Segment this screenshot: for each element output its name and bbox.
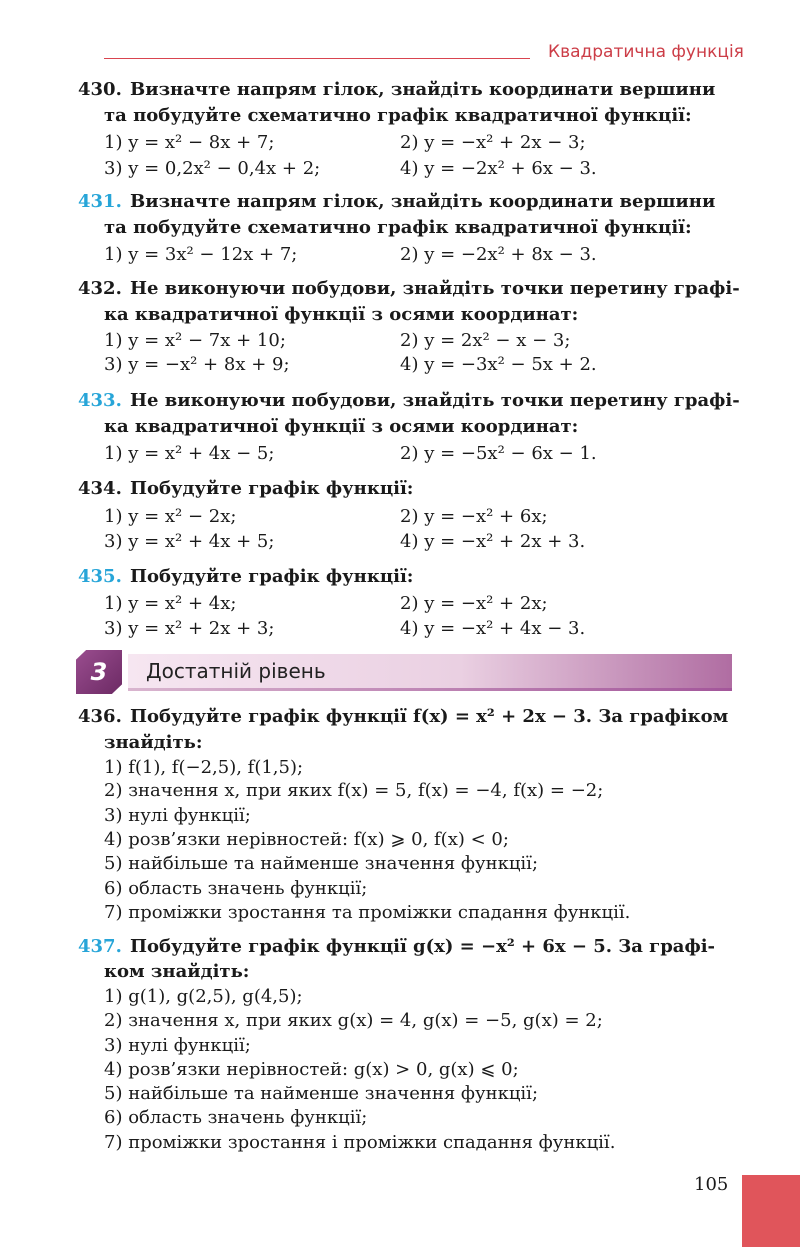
problem-number-437: 437.: [78, 936, 122, 957]
problem-434-item-1: 1) y = x² − 2x;: [104, 506, 237, 527]
problem-431-text-line-2: та побудуйте схематично графік квадратичної функції:: [104, 217, 692, 238]
problem-437-item-5: 5) найбільше та найменше значення функції;: [104, 1083, 539, 1104]
problem-432-text-line-1: Не виконуючи побудови, знайдіть точки перетину графі-: [130, 278, 740, 299]
problem-number-433: 433.: [78, 390, 122, 411]
problem-437-item-6: 6) область значень функції;: [104, 1107, 368, 1128]
problem-number-436: 436.: [78, 706, 122, 727]
problem-430-item-3: 3) y = 0,2x² − 0,4x + 2;: [104, 158, 321, 179]
problem-436-item-3: 3) нулі функції;: [104, 805, 251, 826]
problem-number-431: 431.: [78, 191, 122, 212]
problem-435-text-line-1: Побудуйте графік функції:: [130, 566, 414, 587]
problem-430-text-line-2: та побудуйте схематично графік квадратичної функції:: [104, 105, 692, 126]
problem-number-432: 432.: [78, 278, 122, 299]
problem-431-item-2: 2) y = −2x² + 8x − 3.: [400, 244, 597, 265]
problem-435-item-4: 4) y = −x² + 4x − 3.: [400, 618, 586, 639]
problem-436-item-1: 1) f(1), f(−2,5), f(1,5);: [104, 757, 304, 778]
problem-431-item-1: 1) y = 3x² − 12x + 7;: [104, 244, 298, 265]
problem-437-item-2: 2) значення x, при яких g(x) = 4, g(x) = −5, g(x) = 2;: [104, 1010, 603, 1031]
problem-432-item-3: 3) y = −x² + 8x + 9;: [104, 354, 290, 375]
level-badge-number: 3: [90, 658, 108, 686]
problem-436-item-6: 6) область значень функції;: [104, 878, 368, 899]
problem-434-text-line-1: Побудуйте графік функції:: [130, 478, 414, 499]
problem-433-text-line-2: ка квадратичної функції з осями координат:: [104, 416, 579, 437]
header-rule: [104, 58, 530, 59]
problem-435-item-3: 3) y = x² + 2x + 3;: [104, 618, 275, 639]
problem-437-item-7: 7) проміжки зростання і проміжки спадання функції.: [104, 1132, 616, 1153]
problem-436-item-7: 7) проміжки зростання та проміжки спадання функції.: [104, 902, 631, 923]
problem-434-item-2: 2) y = −x² + 6x;: [400, 506, 548, 527]
problem-number-430: 430.: [78, 79, 122, 100]
problem-434-item-4: 4) y = −x² + 2x + 3.: [400, 531, 586, 552]
problem-436-text-line-1: Побудуйте графік функції f(x) = x² + 2x − 3. За графіком: [130, 706, 729, 727]
problem-437-item-3: 3) нулі функції;: [104, 1035, 251, 1056]
problem-436-item-4: 4) розв’язки нерівностей: f(x) ⩾ 0, f(x) < 0;: [104, 829, 509, 850]
problem-434-item-3: 3) y = x² + 4x + 5;: [104, 531, 275, 552]
problem-433-item-1: 1) y = x² + 4x − 5;: [104, 443, 275, 464]
page-number: 105: [694, 1174, 729, 1195]
problem-433-text-line-1: Не виконуючи побудови, знайдіть точки перетину графі-: [130, 390, 740, 411]
problem-437-item-4: 4) розв’язки нерівностей: g(x) > 0, g(x) ⩽ 0;: [104, 1059, 519, 1080]
problem-437-item-1: 1) g(1), g(2,5), g(4,5);: [104, 986, 303, 1007]
problem-433-item-2: 2) y = −5x² − 6x − 1.: [400, 443, 597, 464]
problem-430-item-4: 4) y = −2x² + 6x − 3.: [400, 158, 597, 179]
problem-436-text-line-2: знайдіть:: [104, 732, 203, 753]
problem-430-item-2: 2) y = −x² + 2x − 3;: [400, 132, 586, 153]
problem-432-text-line-2: ка квадратичної функції з осями координат:: [104, 304, 579, 325]
problem-435-item-1: 1) y = x² + 4x;: [104, 593, 237, 614]
page-corner-tab: [742, 1175, 800, 1247]
problem-431-text-line-1: Визначте напрям гілок, знайдіть координати вершини: [130, 191, 716, 212]
problem-number-434: 434.: [78, 478, 122, 499]
chapter-title: Квадратична функція: [548, 42, 744, 62]
problem-432-item-4: 4) y = −3x² − 5x + 2.: [400, 354, 597, 375]
problem-436-item-2: 2) значення x, при яких f(x) = 5, f(x) = −4, f(x) = −2;: [104, 780, 604, 801]
level-title: Достатній рівень: [146, 659, 326, 683]
problem-430-text-line-1: Визначте напрям гілок, знайдіть координати вершини: [130, 79, 716, 100]
problem-number-435: 435.: [78, 566, 122, 587]
problem-437-text-line-1: Побудуйте графік функції g(x) = −x² + 6x − 5. За графі-: [130, 936, 715, 957]
problem-432-item-1: 1) y = x² − 7x + 10;: [104, 330, 286, 351]
problem-436-item-5: 5) найбільше та найменше значення функції;: [104, 853, 539, 874]
problem-435-item-2: 2) y = −x² + 2x;: [400, 593, 548, 614]
level-banner-underline: [128, 688, 732, 691]
problem-437-text-line-2: ком знайдіть:: [104, 961, 250, 982]
problem-430-item-1: 1) y = x² − 8x + 7;: [104, 132, 275, 153]
problem-432-item-2: 2) y = 2x² − x − 3;: [400, 330, 571, 351]
